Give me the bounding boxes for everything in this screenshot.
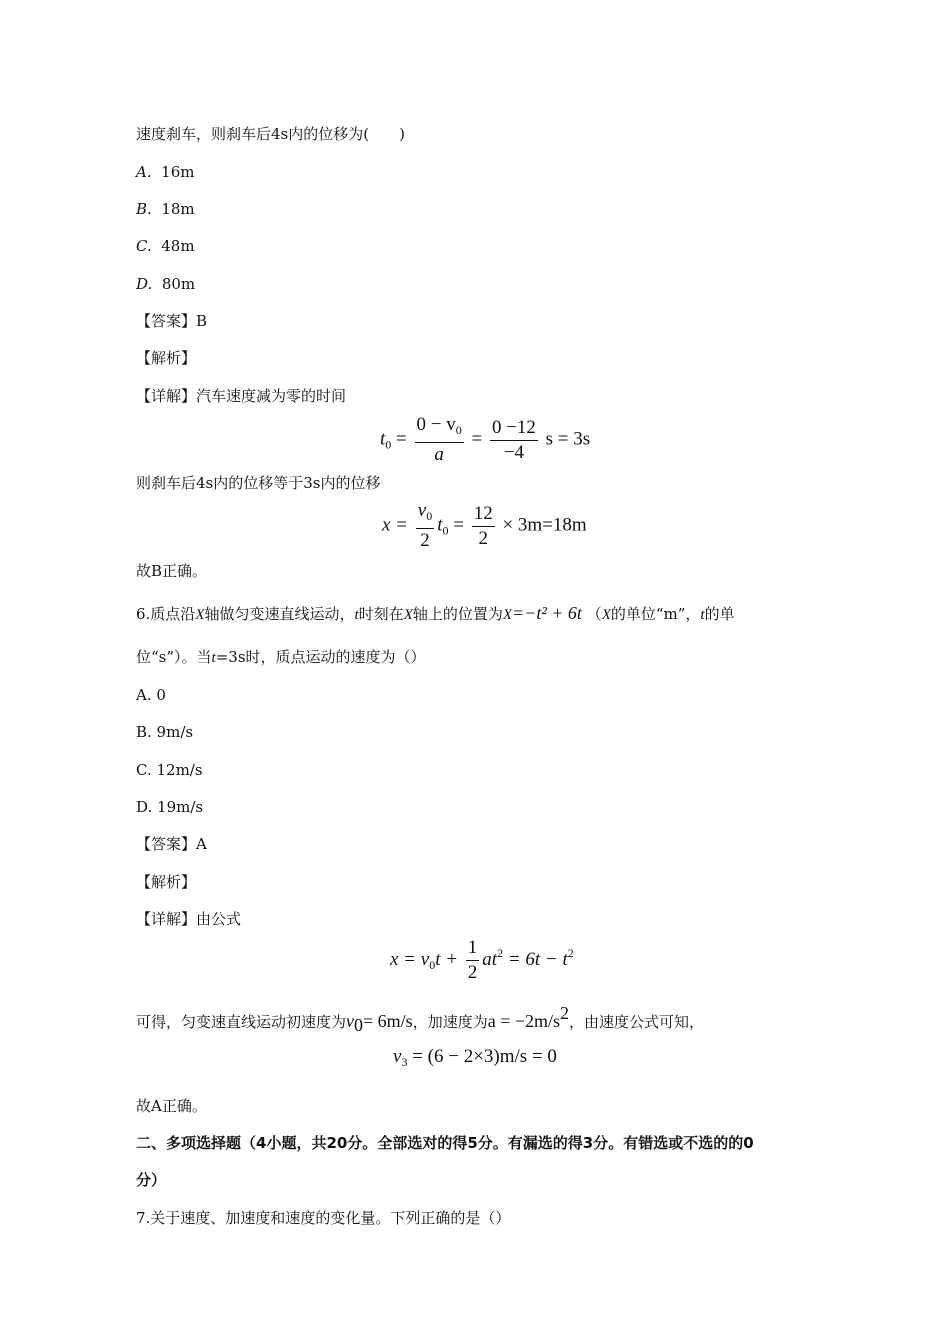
q7-stem: 7.关于速度、加速度和速度的变化量。下列正确的是（） <box>136 1209 511 1227</box>
q6-formula-position <box>390 937 574 984</box>
fraction-numerator: v <box>417 500 427 521</box>
q6-answer: 【答案】A <box>136 835 207 853</box>
option-letter: A. <box>136 163 152 181</box>
q5-option-d <box>136 274 195 294</box>
fraction-denominator: 2 <box>467 962 478 983</box>
text: 6.质点沿 <box>136 605 196 623</box>
math-tail: s = 3s <box>545 428 591 450</box>
q6-option-d: D. 19m/s <box>136 798 204 816</box>
math-tail: = 6t − t <box>507 948 568 970</box>
text: （ <box>586 605 602 623</box>
q5-formula-displacement: x = $\frac{v_0}{2}$ $t_0$ = $\frac{12}{2}$ × 3m=18m <box>382 500 587 551</box>
text: =3s时，质点运动的速度为（） <box>215 648 426 666</box>
text: 的单 <box>704 605 735 623</box>
text: 轴做匀变速直线运动， <box>204 605 355 623</box>
fraction <box>472 503 495 550</box>
fraction-numerator: 1 <box>466 937 480 961</box>
fraction <box>466 937 480 984</box>
fraction <box>490 417 538 464</box>
option-text: 80m <box>161 275 196 293</box>
math-sub: 0 <box>455 423 462 437</box>
math-tail: × 3m=18m <box>502 514 587 536</box>
math-var: v <box>346 1011 355 1031</box>
q5-option-b <box>136 199 195 219</box>
option-text: 48m <box>161 237 195 255</box>
option-text: 18m <box>161 200 195 218</box>
math-sup: 2 <box>560 1003 570 1023</box>
math-sub: 0 <box>429 957 436 972</box>
math-lhs: x = <box>382 514 409 536</box>
math-sub: 0 <box>354 1015 364 1035</box>
math-var: t <box>380 428 386 450</box>
option-text: 16m <box>161 163 195 181</box>
section2-title-line1: 二、多项选择题（4小题，共20分。全部选对的得5分。有漏选的得3分。有错选或不选的的0 <box>136 1134 754 1152</box>
text: 时刻在 <box>358 605 404 623</box>
q5-option-c <box>136 236 195 256</box>
math-rhs: = (6 − 2×3)m/s = 0 <box>412 1046 557 1067</box>
fraction-numerator: 12 <box>472 503 495 527</box>
q5-detail: 【详解】汽车速度减为零的时间 <box>136 387 347 405</box>
math-sup: 2 <box>497 945 504 960</box>
text: 位“s”）。当 <box>136 648 212 666</box>
math-var: X <box>502 607 513 623</box>
q5-analysis: 【解析】 <box>136 349 197 367</box>
math-var: X <box>403 607 413 623</box>
q5-mid-text: 则刹车后4s内的位移等于3s内的位移 <box>136 474 381 492</box>
q6-analysis: 【解析】 <box>136 873 197 891</box>
option-letter: D. <box>136 275 153 293</box>
inline-equation: =−t² + 6t <box>512 603 582 623</box>
q6-stem-line1 <box>136 603 735 625</box>
text: 的单位“m”， <box>610 605 701 623</box>
text: ，由速度公式可知， <box>569 1013 705 1031</box>
q5-answer: 【答案】B <box>136 312 208 330</box>
math-lhs: x = v <box>390 948 430 970</box>
fraction-numerator: 0 −12 <box>490 417 538 441</box>
q6-derivation-line <box>136 1003 704 1035</box>
q6-option-c: C. 12m/s <box>136 761 203 779</box>
math-sub: 0 <box>385 437 392 452</box>
fraction <box>416 500 434 552</box>
q6-option-a: A. 0 <box>136 686 166 704</box>
q5-conclusion: 故B正确。 <box>136 562 208 580</box>
fraction-denominator: 2 <box>478 527 488 549</box>
math-sup: 2 <box>567 945 574 960</box>
text: 可得，匀变速直线运动初速度为 <box>136 1013 347 1031</box>
option-letter: C. <box>136 237 152 255</box>
text: ，加速度为 <box>412 1013 488 1031</box>
q5-formula-time: $t_0$ = $\frac{0 - v_0}{a}$ = $\frac{0 -12}{-4}$ s = 3s <box>380 414 591 465</box>
section2-title-line2: 分） <box>136 1171 167 1189</box>
math-var: t + <box>435 948 459 970</box>
inline-equation: = 6m/s <box>363 1011 413 1031</box>
math-sub: 0 <box>426 509 433 523</box>
fraction-denominator: 2 <box>420 530 430 551</box>
math-var: v <box>393 1046 402 1067</box>
q6-detail: 【详解】由公式 <box>136 910 242 928</box>
math-var: X <box>195 607 205 623</box>
option-letter: B. <box>136 200 152 218</box>
text: 轴上的位置为 <box>412 605 503 623</box>
q5-option-a <box>136 162 194 182</box>
fraction-numerator: 0 − v <box>416 414 456 435</box>
inline-equation: a = −2m/s <box>487 1011 561 1031</box>
math-var: t <box>354 607 359 623</box>
q6-option-b: B. 9m/s <box>136 723 194 741</box>
math-var: t <box>700 607 705 623</box>
math-var: t <box>437 514 443 536</box>
fraction-denominator: −4 <box>503 441 525 463</box>
math-var: at <box>482 948 498 970</box>
q6-formula-velocity <box>393 1046 557 1070</box>
q6-stem-line2 <box>136 647 426 668</box>
q6-conclusion: 故A正确。 <box>136 1097 207 1115</box>
math-var: t <box>211 650 216 666</box>
q5-stem: 速度刹车，则刹车后4s内的位移为( ) <box>136 125 405 143</box>
math-sub: 0 <box>442 523 449 538</box>
fraction <box>415 414 464 466</box>
fraction-denominator: a <box>434 444 444 465</box>
math-sub: 3 <box>401 1055 408 1069</box>
math-var: X <box>601 607 611 623</box>
